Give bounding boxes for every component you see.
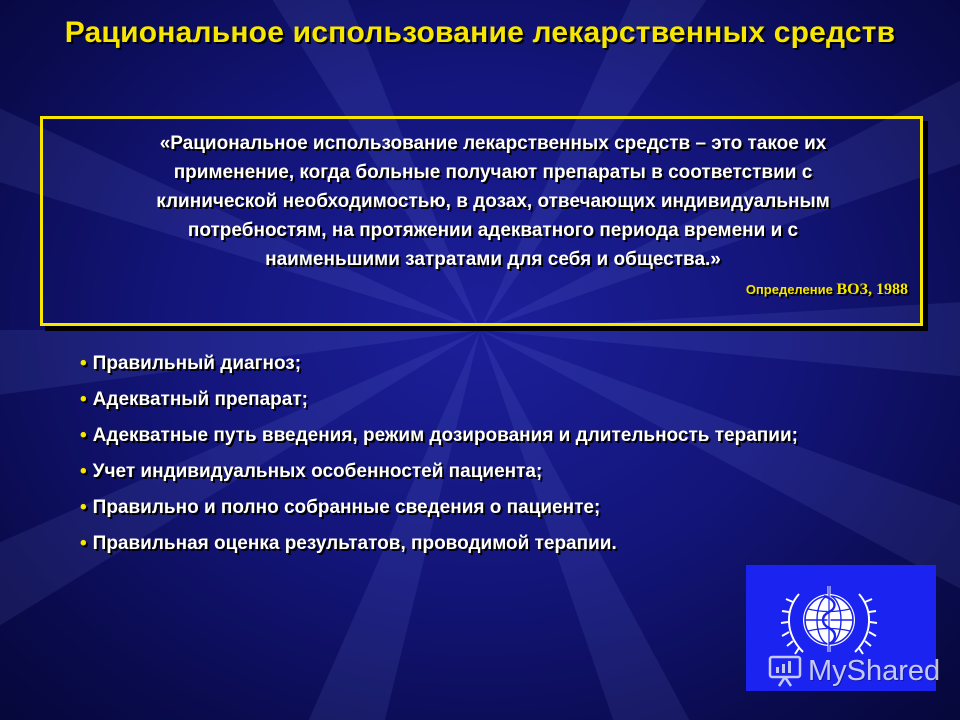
list-item-text: Адекватный препарат;	[92, 389, 308, 410]
quote-line: «Рациональное использование лекарственных средств – это такое их	[159, 133, 827, 154]
list-item-text: Учет индивидуальных особенностей пациента;	[92, 461, 543, 482]
source-org-year: ВОЗ, 1988	[836, 281, 908, 298]
bullet-marker: •	[80, 461, 87, 482]
quote-line: наименьшими затратами для себя и общества.»	[265, 249, 721, 270]
bullet-marker: •	[80, 497, 87, 518]
list-item	[80, 422, 820, 450]
presentation-board-icon	[768, 654, 802, 688]
myshared-watermark	[768, 654, 940, 688]
definition-box	[40, 116, 923, 326]
list-item	[80, 530, 820, 558]
list-item-text: Правильно и полно собранные сведения о пациенте;	[92, 497, 601, 518]
list-item	[80, 386, 820, 414]
bullet-marker: •	[80, 425, 87, 446]
bullet-marker: •	[80, 353, 87, 374]
list-item-text: Правильный диагноз;	[92, 353, 302, 374]
slide-title: Рациональное использование лекарственных средств	[64, 16, 896, 49]
watermark-text: MyShared	[808, 654, 941, 687]
source-prefix: Определение	[745, 282, 837, 297]
definition-source	[746, 281, 908, 299]
list-item	[80, 458, 820, 486]
quote-line: применение, когда больные получают препараты в соответствии с	[173, 162, 813, 183]
quote-line: потребностям, на протяжении адекватного периода времени и с	[187, 220, 799, 241]
list-item	[80, 494, 820, 522]
quote-line: клинической необходимостью, в дозах, отвечающих индивидуальным	[156, 191, 830, 212]
definition-quote	[103, 129, 883, 274]
list-item	[80, 350, 820, 378]
criteria-list	[80, 350, 820, 566]
list-item-text: Правильная оценка результатов, проводимой терапии.	[92, 533, 617, 554]
bullet-marker: •	[80, 389, 87, 410]
bullet-marker: •	[80, 533, 87, 554]
list-item-text: Адекватные путь введения, режим дозирования и длительность терапии;	[92, 425, 798, 446]
